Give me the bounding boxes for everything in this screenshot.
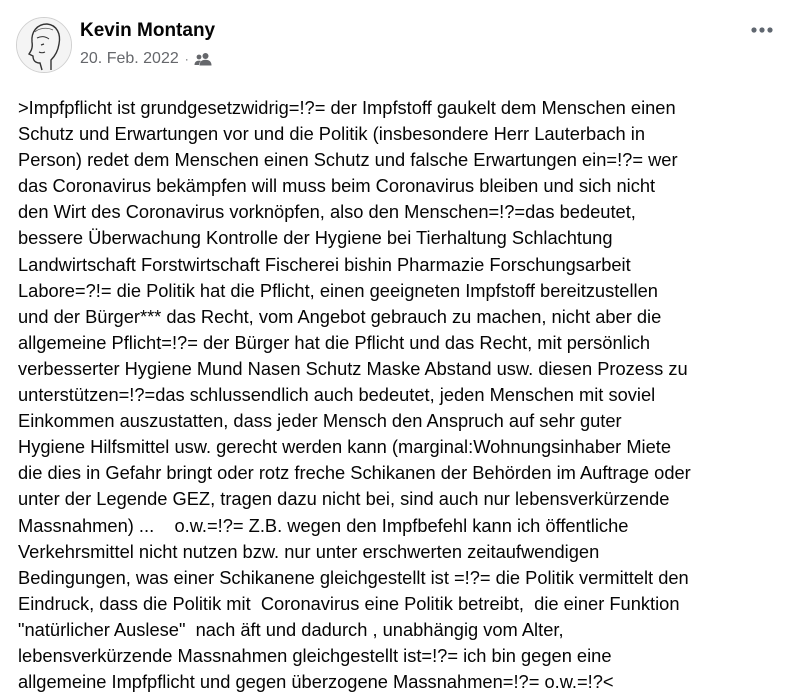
post-text-line: allgemeine Pflicht=!?= der Bürger hat die Pflicht und das Recht, mit persönlich bbox=[18, 331, 651, 353]
post-text-line: unter der Legende GEZ, tragen dazu nicht bei, sind auch nur lebensverkürzende bbox=[18, 488, 670, 510]
post-text-line: den Wirt des Coronavirus vorknöpfen, also den Menschen=!?=das bedeutet, bbox=[18, 201, 636, 223]
post-text-line: Eindruck, dass die Politik mit Coronavirus eine Politik betreibt, die einer Funktion bbox=[18, 592, 680, 614]
post-text-line: Labore=?!= die Politik hat die Pflicht, einen geeigneten Impfstoff bereitzustellen bbox=[18, 279, 658, 301]
avatar[interactable] bbox=[16, 17, 72, 73]
post-text-line: Hygiene Hilfsmittel usw. gerecht werden kann (marginal:Wohnungsinhaber Miete bbox=[18, 436, 672, 458]
post-text-line: Person) redet dem Menschen einen Schutz und falsche Erwartungen ein=!?= wer bbox=[18, 149, 678, 171]
post-text-line: >Impfpflicht ist grundgesetzwidrig=!?= der Impfstoff gaukelt dem Menschen einen bbox=[18, 97, 676, 118]
post-text-line: bessere Überwachung Kontrolle der Hygiene bei Tierhaltung Schlachtung bbox=[18, 227, 613, 249]
post-date[interactable]: 20. Feb. 2022 bbox=[80, 50, 179, 67]
post-text-line: "natürlicher Auslese" nach äft und dadurch , unabhängig vom Alter, bbox=[18, 618, 564, 640]
post-text-line: unterstützen=!?=das schlussendlich auch bedeutet, jeden Menschen mit soviel bbox=[18, 384, 656, 406]
profile-sketch-icon bbox=[17, 18, 71, 72]
friends-icon[interactable] bbox=[194, 52, 212, 66]
post-text-line: Landwirtschaft Forstwirtschaft Fischerei bishin Pharmazie Forschungsarbeit bbox=[18, 253, 631, 275]
post-meta bbox=[80, 50, 212, 68]
post-text-line: und der Bürger*** das Recht, vom Angebot gebrauch zu machen, nicht aber die bbox=[18, 305, 662, 327]
more-options-button[interactable] bbox=[747, 18, 777, 42]
post-text-line: Bedingungen, was einer Schikanene gleichgestellt ist =!?= die Politik vermittelt den bbox=[18, 566, 689, 588]
post-text-line: allgemeine Impfpflicht und gegen überzogene Massnahmen=!?= o.w.=!?< bbox=[18, 671, 614, 693]
post-text-line: das Coronavirus bekämpfen will muss beim Coronavirus bleiben und sich nicht bbox=[18, 175, 656, 197]
more-options-icon bbox=[750, 26, 774, 34]
post-text-line: Massnahmen) ... o.w.=!?= Z.B. wegen den Impfbefehl kann ich öffentliche bbox=[18, 514, 629, 536]
post-text-line: Schutz und Erwartungen vor und die Politik (insbesondere Herr Lauterbach in bbox=[18, 123, 645, 145]
post-text-line: verbesserter Hygiene Mund Nasen Schutz Maske Abstand usw. diesen Prozess zu bbox=[18, 357, 688, 379]
post-text-line: Einkommen auszustatten, dass jeder Mensch den Anspruch auf sehr guter bbox=[18, 410, 622, 432]
author-name[interactable]: Kevin Montany bbox=[80, 20, 216, 41]
meta-separator: · bbox=[184, 52, 189, 66]
post-text bbox=[18, 95, 788, 695]
post-text-line: lebensverkürzende Massnahmen gleichgestellt ist=!?= ich bin gegen eine bbox=[18, 644, 612, 666]
post-text-line: die dies in Gefahr bringt oder rotz freche Schikanen der Behörden im Auftrage oder bbox=[18, 462, 691, 484]
post-text-line: Verkehrsmittel nicht nutzen bzw. nur unter erschwerten zeitaufwendigen bbox=[18, 540, 600, 562]
